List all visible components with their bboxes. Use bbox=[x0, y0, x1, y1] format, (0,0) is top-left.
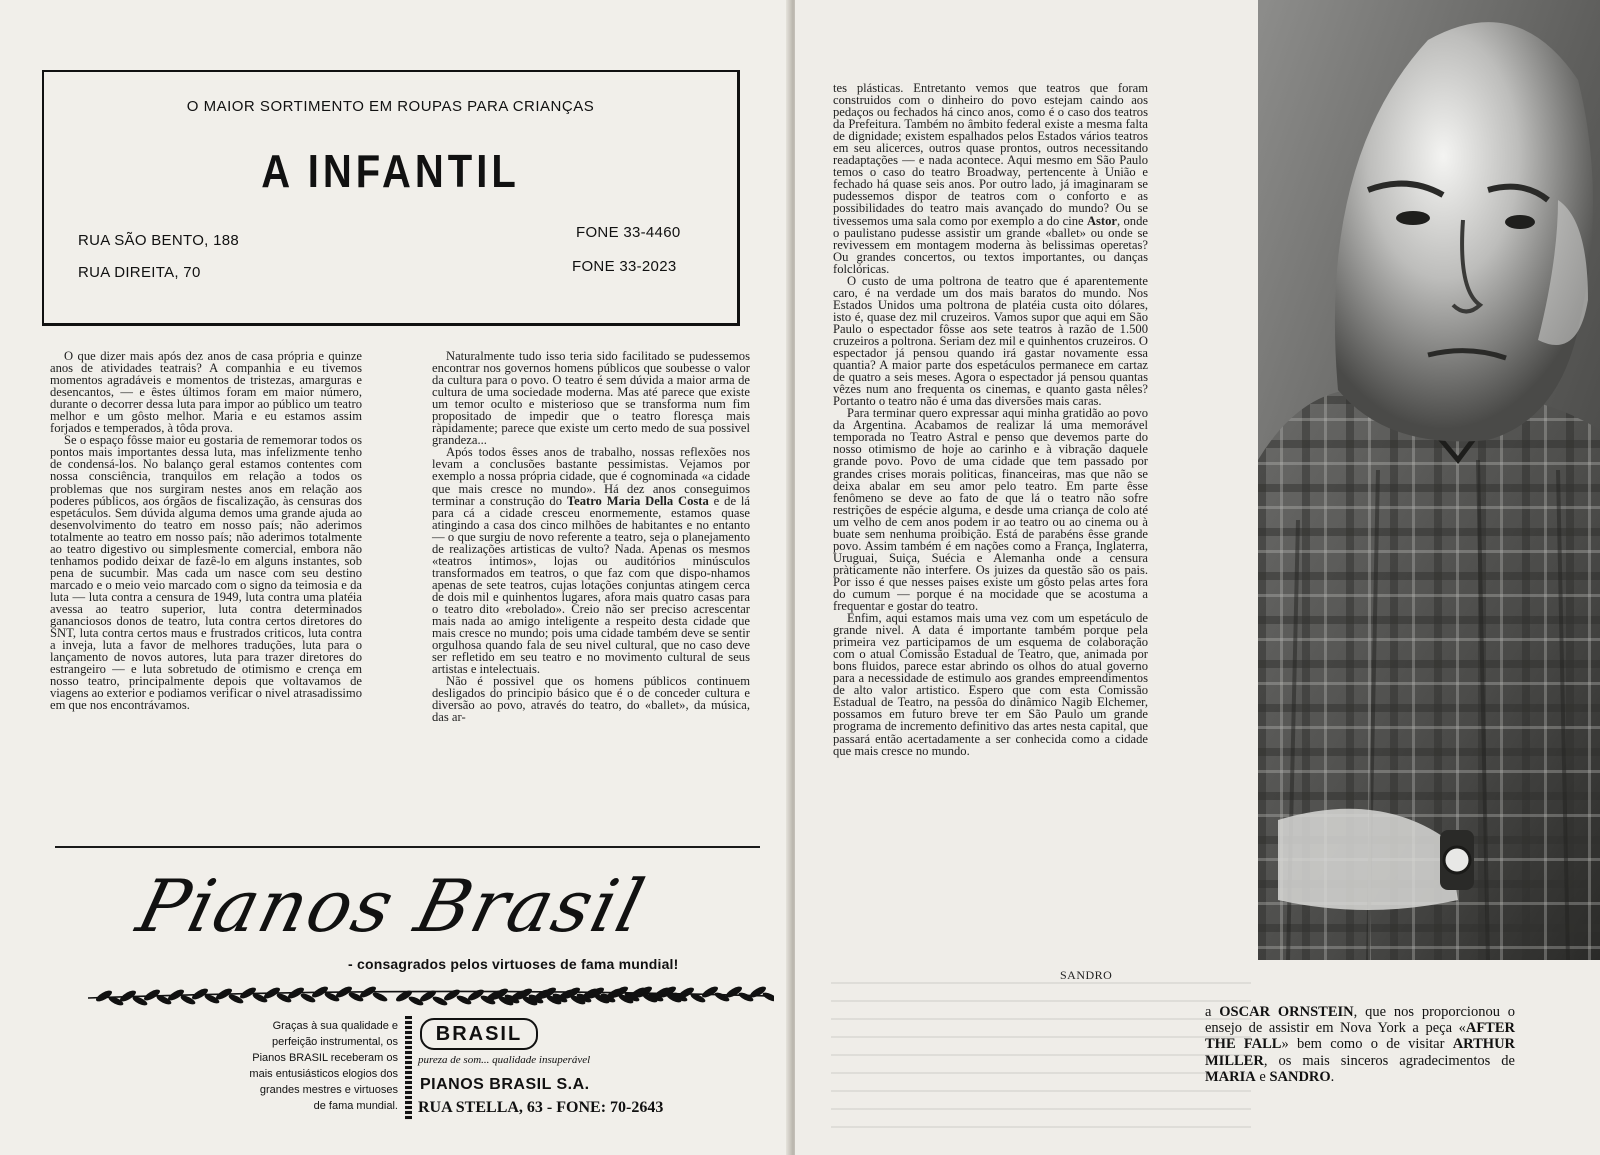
ack-text: , os mais sinceros agradecimentos de bbox=[1263, 1052, 1515, 1069]
pianos-quality-text: Graças à sua qualidade e perfeição instrumental, os Pianos BRASIL receberam os mais entusiásticos elogios dos grandes mestres e virtuoses de fama mundial. bbox=[249, 1020, 398, 1112]
ad-phone-1: FONE 33-4460 bbox=[576, 224, 681, 241]
left-page bbox=[0, 0, 792, 1155]
paragraph: Após todos êsses anos de trabalho, nossas reflexões nos levam a conclusões bastante pessimistas. Vejamos por exemplo a nossa própria cidade, que é cognominada «a cidade que mais cresce no mundo». Há dez anos conseguimos terminar a construção do Teatro Maria Della Costa e de lá para cá a cidade cresceu enormemente, estamos quase atingindo a casa dos cinco milhões de habitantes e no entanto — o que surgiu de novo referente a teatro, seja o planejamento de realizações artisticas de vulto? Nada. Apenas os mesmos «teatros intimos», lojas ou auditórios minúsculos transformados em teatros, o que faz com que dispo-nhamos apenas de sete teatros, cujas lotações conjuntas atingem cerca de dois mil e quinhentos lugares, afora mais quatro casas para o teatro dito «rebolado». Creio não ser preciso acrescentar mais nada ao amigo inteligente a respeito desta cidade que mais cresce no mundo; pois uma cidade também deve se sentir orgulhosa quando fala de seu nivel cultural, que no caso deve ser refletido em seu teatro e no movimento cultural de seus artistas e intelectuais. bbox=[432, 445, 750, 677]
right-page bbox=[795, 0, 1600, 1155]
ad-address-1: RUA SÃO BENTO, 188 bbox=[78, 232, 240, 249]
ack-text: . bbox=[1330, 1068, 1335, 1085]
article-column-right bbox=[833, 82, 1148, 757]
ack-play-title: AFTER THE FALL bbox=[1205, 1020, 1515, 1053]
pianos-company-name: PIANOS BRASIL S.A. bbox=[420, 1076, 590, 1093]
signature: SANDRO bbox=[1060, 968, 1113, 982]
paragraph: Enfim, aqui estamos mais uma vez com um espetáculo de grande nivel. A data é importante também porque pela primeira vez participamos de um esquema de colaboração com o atual Comissão Estadual de Teatro, que, animada por bons fluidos, parece estar abrindo os olhos do atual governo para a necessidade de estimulo aos grandes empreendimentos de alto valor artistico. Espero que com esta Comissão Estadual de Teatro, na pessôa do dinâmico Nagib Elchemer, possamos em futuro breve ter em São Paulo um grande programa de incremento definitivo das artes nesta capital, que passará então acertadamente a ser conhecida como a cidade que mais cresce no mundo. bbox=[833, 611, 1148, 758]
pianos-slogan: - consagrados pelos virtuoses de fama mundial! bbox=[348, 956, 679, 972]
bleed-through bbox=[831, 968, 1251, 1128]
pianos-brasil-ad bbox=[48, 864, 758, 1120]
ad-tagline: O MAIOR SORTIMENTO EM ROUPAS PARA CRIANÇAS bbox=[186, 98, 595, 115]
article-column-left bbox=[50, 350, 362, 711]
laurel-garland-icon bbox=[84, 982, 774, 1010]
portrait-photo bbox=[1258, 0, 1600, 960]
paragraph: Naturalmente tudo isso teria sido facilitado se pudessemos encontrar nos governos homens públicos que soubesse o valor da cultura para o povo. O teatro é sem dúvida a maior arma de cultura de uma sociedade moderna. Mas até parece que existe um temor oculto e misterioso que se transforma num fim propositado de impedir que o teatro floresça mais ràpidamente; parece que existe um certo medo de sua possivel grandeza... bbox=[432, 349, 750, 448]
ack-text: » bem como o de visitar bbox=[1281, 1036, 1453, 1053]
ack-text: a bbox=[1205, 1004, 1220, 1020]
article-column-middle bbox=[432, 350, 750, 723]
divider-rule bbox=[55, 846, 760, 848]
paragraph: O que dizer mais após dez anos de casa própria e quinze anos de atividades teatrais? A companhia e eu tivemos momentos agradáveis e momentos de tristezas, amarguras e desencantos, — e êstes últimos foram em maior número, durante o decorrer dessa luta para impor ao público um teatro melhor e um gôsto melhor. Maria e eu estamos assim forjados e temperados, à tôda prova. bbox=[50, 349, 362, 436]
paragraph: Para terminar quero expressar aqui minha gratidão ao povo da Argentina. Acabamos de realizar lá uma memorável temporada no Teatro Astral e penso que devemos parte do nosso otimismo de hoje ao carinho e à vibração daquele grande povo. Povo de uma cidade que tem passado por grandes crises morais politicas, financeiras, mas que não se deixa abalar em seu amor pelo teatro. Em parte êsse fenômeno se deve ao fato de que lá o teatro não sofre restrições de espécie alguma, e desde uma criança de colo até um velho de cem anos podem ir ao teatro ou ao cinema ou à buate sem nenhuma proibição. Está de parabéns êsse grande povo. Assim também é em nações como a França, Inglaterra, Uruguai, Suiça, Suécia e Alemanha onde a censura pràticamente não interfere. Os juizes da questão são os pais. Por isso é que nesses paises existe um gôsto pelas artes fora do cumum — porque é na mocidade que se acostuma a frequentar e gostar do teatro. bbox=[833, 406, 1148, 614]
ack-name: ARTHUR MILLER bbox=[1205, 1036, 1516, 1069]
ack-name: MARIA bbox=[1205, 1068, 1256, 1085]
paragraph: tes plásticas. Entretanto vemos que teatros que foram construidos com o dinheiro do povo estejam caindo aos pedaços ou fechados há cinco anos, como é o caso dos teatros da Prefeitura. Também no âmbito federal existe a mesma falta de dignidade; existem espalhados pelos Estados vários teatros em seu alicerces, outros quase prontos, outros necessitando readaptações — e nada acontece. Aqui mesmo em São Paulo temos o caso do teatro Broadway, pertencente à União e fechado há quase seis anos. Por outro lado, já imaginaram se pudessemos dispor de teatros com o conforto e as possibilidades do teatro mais avançado do mundo? Ou se tivessemos uma sala como por exemplo a do cine Astor, onde o paulistano pudesse assistir um grande «ballet» ou onde se revivessem em montagem moderna às belissimas operetas? Ou grandes concertos, ou textos importantes, ou danças folclóricas. bbox=[833, 81, 1148, 276]
ack-name: OSCAR ORNSTEIN bbox=[1219, 1004, 1354, 1020]
pianos-logo: Pianos Brasil bbox=[129, 864, 654, 948]
acknowledgement bbox=[1205, 1004, 1515, 1085]
ack-text: e bbox=[1255, 1068, 1270, 1085]
infantil-ad bbox=[42, 70, 740, 326]
decorative-bar bbox=[405, 1016, 412, 1120]
brasil-logo-badge: BRASIL bbox=[420, 1018, 538, 1050]
paragraph: Não é possivel que os homens públicos continuem desligados do principio básico que é o de conceder cultura e diversão ao povo, através do teatro, do «ballet», da música, das ar- bbox=[432, 674, 750, 725]
ack-name: SANDRO bbox=[1269, 1068, 1331, 1085]
paragraph: O custo de uma poltrona de teatro que é aparentemente caro, é na verdade um dos mais baratos do mundo. Nos Estados Unidos uma poltrona de platéia custa oito dólares, isto é, quase dez mil cruzeiros. Vamos supor que aqui em São Paulo o espectador fôsse aos sete teatros à razão de 1.500 cruzeiros a poltrona. Seriam dez mil e quinhentos cruzeiros. O espectador já pensou quando irá gastar novamente essa quantia? A maior parte dos espetáculos permanece em cartaz de quatro a seis meses. Agora o espectador já pensou quantas vêzes num ano frequenta os cinemas, e quanto gasta nêles? Portanto o teatro não é uma das diversões mais caras. bbox=[833, 273, 1148, 409]
ack-text: , que nos proporcionou o ensejo de assistir em Nova York a peça « bbox=[1205, 1004, 1516, 1037]
pianos-address: RUA STELLA, 63 - FONE: 70-2643 bbox=[418, 1099, 664, 1116]
ad-address-2: RUA DIREITA, 70 bbox=[78, 264, 201, 281]
ad-brand: A INFANTIL bbox=[261, 146, 520, 198]
pianos-tagline: pureza de som... qualidade insuperável bbox=[418, 1054, 591, 1066]
paragraph: Se o espaço fôsse maior eu gostaria de rememorar todos os pontos mais importantes dessa luta, mas infelizmente tenho de condensá-los. No balanço geral estamos contentes com nossa consciência, tranquilos em relação a todos os problemas que nos surgiram nestes anos em relação aos poderes públicos, aos órgãos de fiscalização, às censuras dos espetáculos. Sem dúvida alguma demos uma grande ajuda ao desenvolvimento do teatro em nosso país; não aderimos totalmente ao teatro em nosso país; não aderimos totalmente ao teatro digestivo ou simplesmente comercial, embora não tenhamos podido deixar de fazê-lo em alguns instantes, sob pena de sucumbir. Mas cada um nasce com seu destino marcado e o meio veio marcado com o signo da teimosia e da luta — luta contra a censura de 1949, luta contra uma platéia avessa ao teatro superior, luta contra determinados gananciosos donos de teatro, luta contra certos diretores do SNT, luta contra certos maus e frustrados criticos, luta contra a inveja, luta a favor de melhores traduções, luta para o lançamento de novos autores, luta para trazer diretores do estrangeiro — e luta sobretudo de otimismo e crença em nosso teatro, principalmente depois que voltavamos de viagens ao exterior e podiamos verificar o nivel atrasadissimo em que nos encontrávamos. bbox=[50, 433, 362, 713]
ad-phone-2: FONE 33-2023 bbox=[572, 258, 677, 275]
